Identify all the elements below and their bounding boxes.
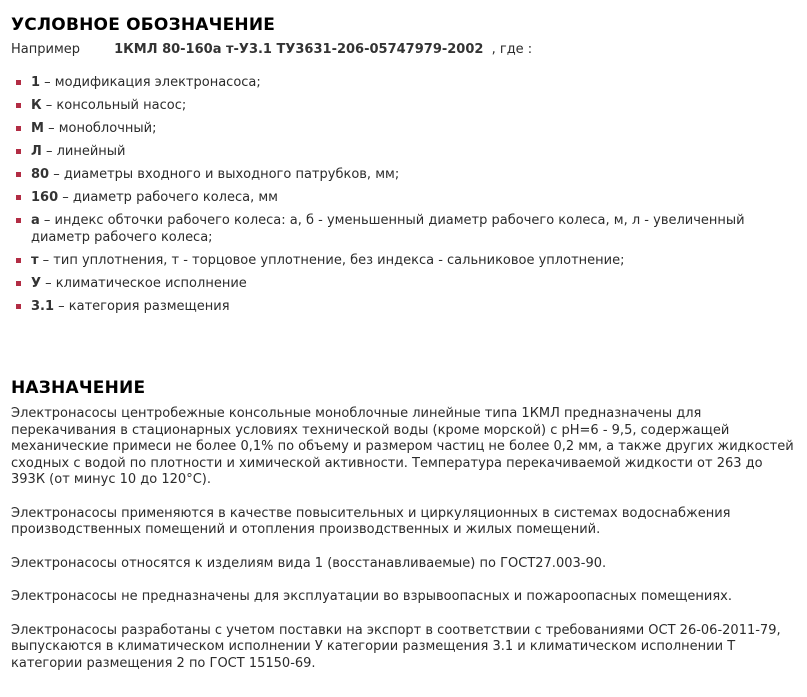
bullet-icon: [16, 149, 21, 154]
legend-text: – консольный насос;: [41, 98, 187, 113]
page-content: [11, 14, 801, 689]
bullet-icon: [16, 80, 21, 85]
bullet-icon: [16, 126, 21, 131]
legend-code: М: [31, 121, 44, 136]
legend-text: – категория размещения: [54, 299, 230, 314]
legend-item: [11, 275, 801, 292]
bullet-icon: [16, 281, 21, 286]
bullet-icon: [16, 103, 21, 108]
legend-item: [11, 298, 801, 315]
legend-code: 160: [31, 190, 59, 205]
legend-item: [11, 212, 801, 246]
legend-code: а: [31, 213, 40, 228]
legend-item: [11, 189, 801, 206]
legend-code: Л: [31, 144, 42, 159]
bullet-icon: [16, 304, 21, 309]
example-prefix: Например: [11, 42, 80, 57]
legend-code: 80: [31, 167, 50, 182]
legend-item: [11, 252, 801, 269]
bullet-icon: [16, 172, 21, 177]
legend-item: [11, 97, 801, 114]
legend-item: [11, 74, 801, 91]
example-suffix: , где :: [491, 42, 533, 57]
purpose-paragraph: Электронасосы не предназначены для эксплуатации во взрывоопасных и пожароопасных помещениях.: [11, 589, 732, 604]
designation-legend-list: [11, 74, 801, 315]
legend-code: У: [31, 276, 42, 291]
bullet-icon: [16, 195, 21, 200]
purpose-section: [11, 406, 801, 672]
legend-item: [11, 166, 801, 183]
bullet-icon: [16, 218, 21, 223]
designation-example: [11, 41, 801, 58]
legend-item: [11, 143, 801, 160]
legend-text: – моноблочный;: [43, 121, 157, 136]
purpose-title: НАЗНАЧЕНИЕ: [11, 378, 146, 398]
designation-title: УСЛОВНОЕ ОБОЗНАЧЕНИЕ: [11, 15, 276, 35]
legend-code: т: [31, 253, 39, 268]
example-code: 1КМЛ 80-160а т-У3.1 ТУ3631-206-05747979-2002: [114, 42, 484, 57]
bullet-icon: [16, 258, 21, 263]
legend-text: – климатическое исполнение: [41, 276, 247, 291]
purpose-paragraph: Электронасосы центробежные консольные моноблочные линейные типа 1КМЛ предназначены для перекачивания в стационарных условиях технической воды (кроме морской) с pH=6 - 9,5, содержащей механические примеси не более 0,1% по объему и размером частиц не более 0,2 мм, а также других жидкостей сходных с водой по плотности и химической активности. Температура перекачиваемой жидкости от 263 до 393К (от минус 10 до 120°С).: [11, 406, 794, 487]
purpose-paragraph: Электронасосы разработаны с учетом поставки на экспорт в соответствии с требованиями ОСТ 26-06-2011-79, выпускаются в климатическом исполнении У категории размещения 3.1 и климатическом исполнении Т категории размещения 2 по ГОСТ 15150-69.: [11, 622, 781, 671]
legend-text: – модификация электронасоса;: [40, 75, 261, 90]
purpose-paragraph: Электронасосы применяются в качестве повысительных и циркуляционных в системах водоснабжения производственных помещений и отопления производственных и жилых помещений.: [11, 505, 731, 537]
legend-item: [11, 120, 801, 137]
legend-code: К: [31, 98, 42, 113]
legend-code: 1: [31, 75, 41, 90]
legend-text: – тип уплотнения, т - торцовое уплотнение, без индекса - сальниковое уплотнение;: [38, 253, 625, 268]
legend-text: – диаметр рабочего колеса, мм: [58, 190, 278, 205]
legend-text: – линейный: [41, 144, 126, 159]
legend-code: 3.1: [31, 299, 55, 314]
purpose-paragraph: Электронасосы относятся к изделиям вида 1 (восстанавливаемые) по ГОСТ27.003-90.: [11, 555, 607, 571]
legend-text: – диаметры входного и выходного патрубков, мм;: [49, 167, 400, 182]
legend-text: – индекс обточки рабочего колеса: а, б - уменьшенный диаметр рабочего колеса, м, л - увеличенный диаметр рабочего колеса;: [31, 213, 745, 245]
